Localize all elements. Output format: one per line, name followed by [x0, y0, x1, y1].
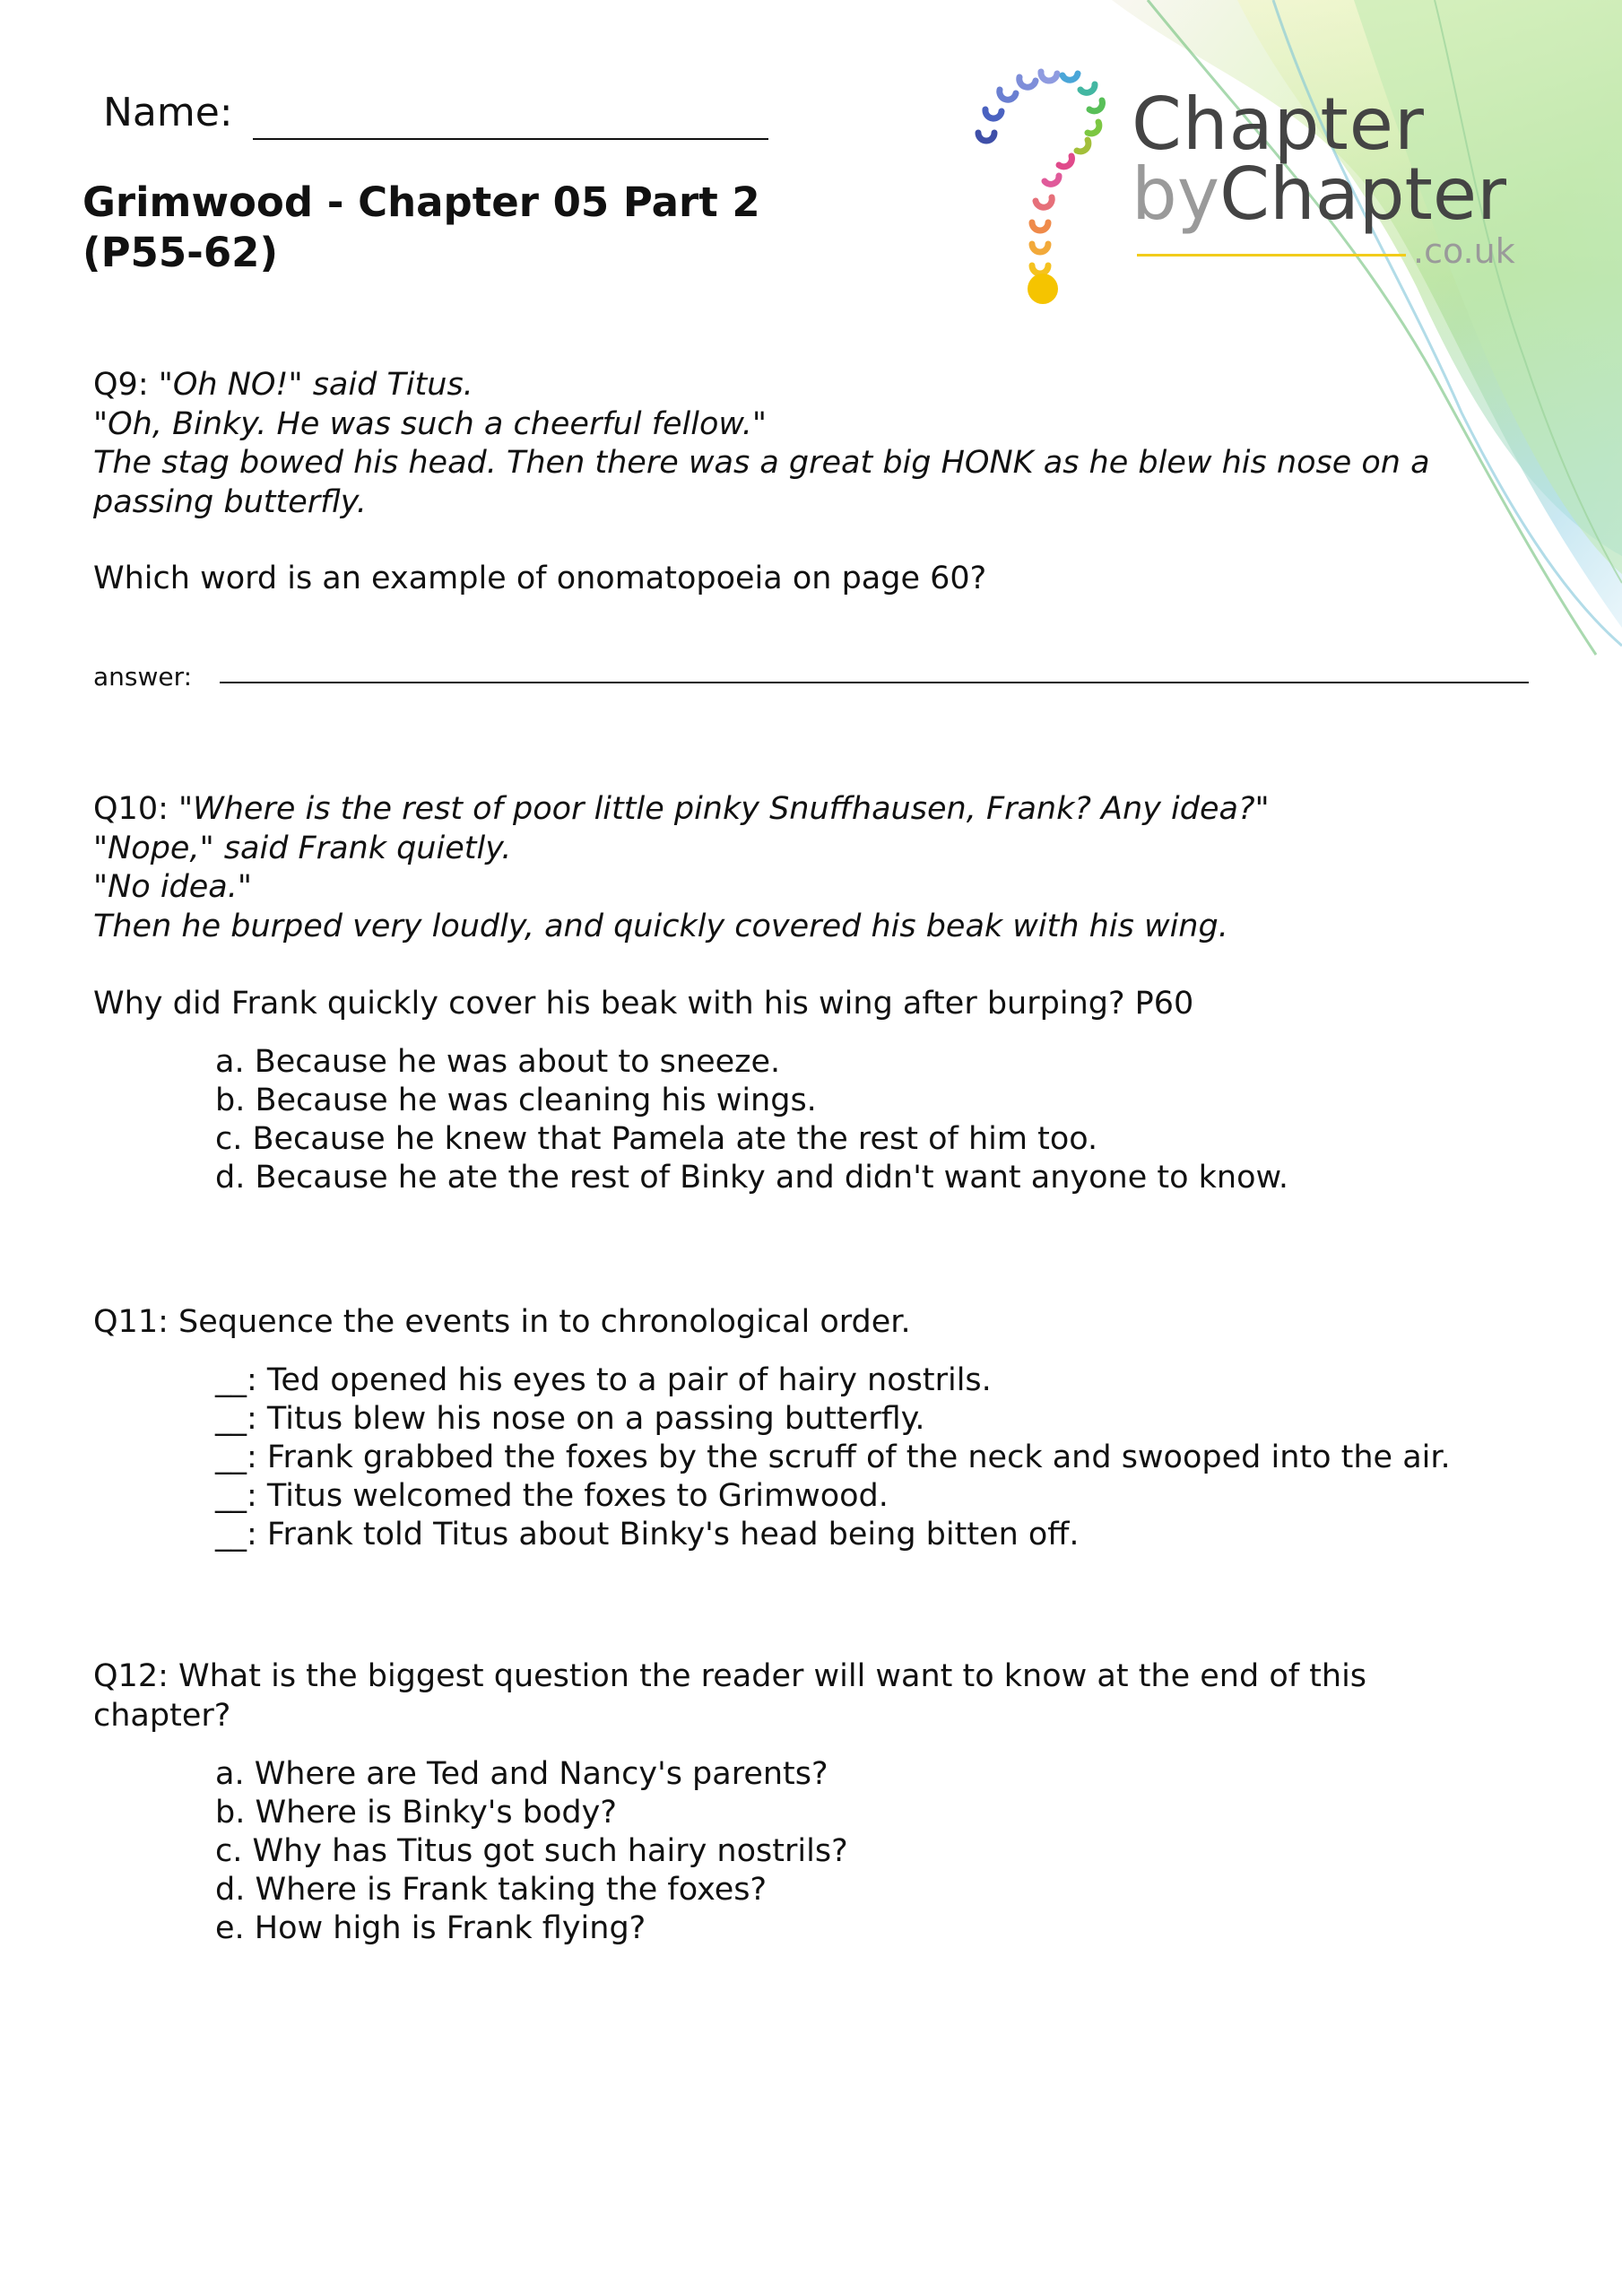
q9-answer-line[interactable]: [220, 682, 1529, 683]
q10-option-d[interactable]: d. Because he ate the rest of Binky and didn't want anyone to know.: [215, 1160, 1289, 1196]
q12-option-e[interactable]: e. How high is Frank flying?: [215, 1910, 646, 1946]
q12-question-line-2: chapter?: [93, 1697, 231, 1734]
q10-quote-line-3: "No idea.": [93, 869, 252, 905]
q10-option-a[interactable]: a. Because he was about to sneeze.: [215, 1044, 781, 1080]
q12-option-c[interactable]: c. Why has Titus got such hairy nostrils?: [215, 1833, 848, 1869]
q11-event-4[interactable]: __: Titus welcomed the foxes to Grimwood.: [215, 1478, 889, 1514]
q11-events: [215, 1361, 1542, 1554]
q9-quote-line-1: Q9: "Oh NO!" said Titus.: [93, 367, 473, 403]
q11-event-5[interactable]: __: Frank told Titus about Binky's head being bitten off.: [215, 1517, 1080, 1552]
q12-option-d[interactable]: d. Where is Frank taking the foxes?: [215, 1872, 768, 1908]
q9-quote-line-3: The stag bowed his head. Then there was a great big HONK as he blew his nose on a: [93, 445, 1430, 481]
q10-label: Q10:: [93, 791, 169, 827]
logo-text-by: by: [1132, 152, 1220, 236]
q10-option-b[interactable]: b. Because he was cleaning his wings.: [215, 1083, 817, 1118]
worksheet-title: [82, 178, 872, 278]
logo-wordmark: [1132, 83, 1506, 236]
q10-option-c[interactable]: c. Because he knew that Pamela ate the rest of him too.: [215, 1121, 1098, 1157]
q10-quote-line-1: Q10: "Where is the rest of poor little pinky Snuffhausen, Frank? Any idea?": [93, 791, 1270, 827]
logo-question-mark-icon: [964, 54, 1125, 314]
logo-underline: [1137, 254, 1406, 257]
logo-domain: .co.uk: [1413, 231, 1515, 271]
q11-event-1[interactable]: __: Ted opened his eyes to a pair of hairy nostrils.: [215, 1362, 992, 1398]
q12-options: [215, 1755, 1542, 1948]
q9-quote: [93, 366, 1546, 522]
q9-quote-line-4: passing butterfly.: [93, 483, 367, 520]
name-label: Name:: [103, 90, 233, 135]
q12-question: [93, 1657, 1546, 1735]
q12-option-b[interactable]: b. Where is Binky's body?: [215, 1795, 617, 1831]
q9-question: Which word is an example of onomatopoeia on page 60?: [93, 561, 987, 596]
q10-quote-line-2: "Nope," said Frank quietly.: [93, 830, 512, 866]
q10-quote-line-4: Then he burped very loudly, and quickly covered his beak with his wing.: [93, 908, 1228, 944]
logo-text-chapter: Chapter: [1132, 83, 1425, 166]
q9-label: Q9:: [93, 367, 149, 403]
q12-question-line-1: Q12: What is the biggest question the reader will want to know at the end of this: [93, 1658, 1367, 1694]
q11-event-2[interactable]: __: Titus blew his nose on a passing butterfly.: [215, 1401, 925, 1437]
q10-options: [215, 1043, 1542, 1197]
logo-text-bychapter: [1132, 152, 1506, 236]
q10-question: Why did Frank quickly cover his beak with his wing after burping? P60: [93, 986, 1194, 1022]
q9-quote-line-2: "Oh, Binky. He was such a cheerful fellow.": [93, 405, 768, 442]
q9-answer-label: answer:: [93, 662, 193, 691]
title-line-1: Grimwood - Chapter 05 Part 2: [82, 178, 760, 226]
title-line-2: (P55-62): [82, 229, 279, 276]
q12-option-a[interactable]: a. Where are Ted and Nancy's parents?: [215, 1756, 828, 1792]
q11-event-3[interactable]: __: Frank grabbed the foxes by the scruff of the neck and swooped into the air.: [215, 1439, 1451, 1475]
q11-question: Q11: Sequence the events in to chronological order.: [93, 1304, 911, 1340]
name-write-line: [253, 138, 768, 140]
logo-text-chapter-2: Chapter: [1219, 152, 1506, 236]
q10-quote: [93, 790, 1546, 946]
